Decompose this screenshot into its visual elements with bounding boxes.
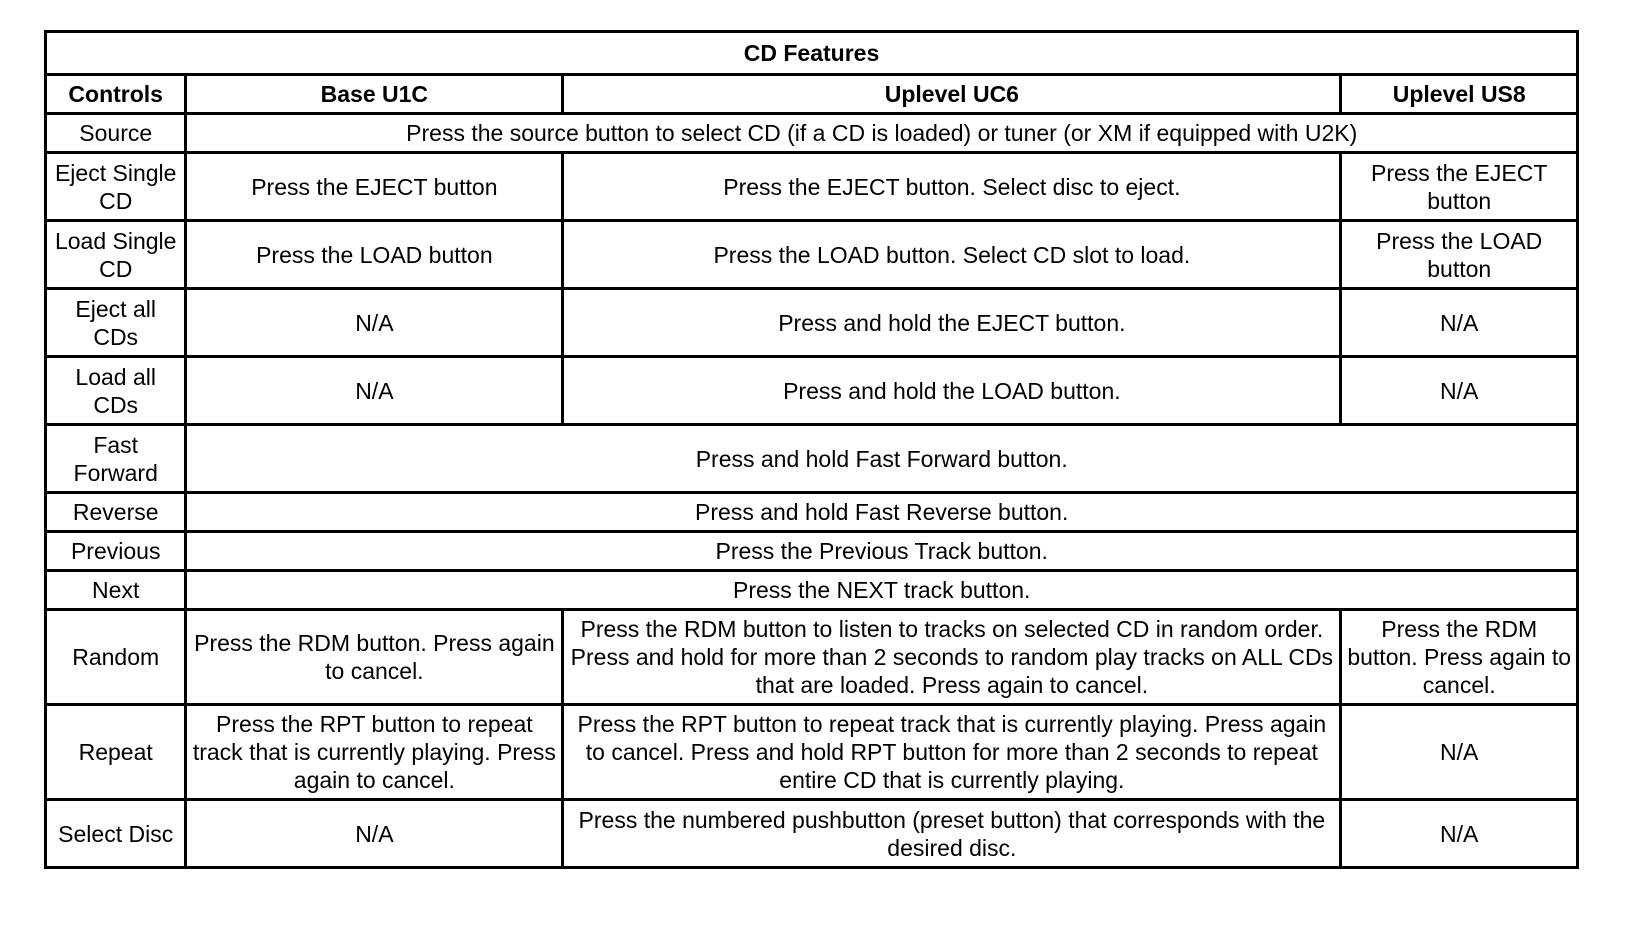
select-disc-uc6: Press the numbered pushbutton (preset button) that corresponds with the desired disc. (563, 800, 1341, 868)
table-row (46, 705, 1578, 800)
table-row (46, 532, 1578, 571)
next-all-models: Press the NEXT track button. (186, 571, 1578, 610)
control-select-disc: Select Disc (46, 800, 186, 868)
eject-all-base: N/A (186, 289, 563, 357)
previous-all-models: Press the Previous Track button. (186, 532, 1578, 571)
table-row (46, 221, 1578, 289)
control-load-single-cd: Load Single CD (46, 221, 186, 289)
table-title: CD Features (46, 32, 1578, 75)
table-row (46, 153, 1578, 221)
control-eject-all-cds: Eject all CDs (46, 289, 186, 357)
load-single-base: Press the LOAD button (186, 221, 563, 289)
cd-features-table (44, 30, 1579, 869)
eject-all-uc6: Press and hold the EJECT button. (563, 289, 1341, 357)
header-base-u1c: Base U1C (186, 75, 563, 114)
control-fast-forward: Fast Forward (46, 425, 186, 493)
table-row (46, 425, 1578, 493)
header-uplevel-us8: Uplevel US8 (1341, 75, 1578, 114)
repeat-base: Press the RPT button to repeat track that is currently playing. Press again to cancel. (186, 705, 563, 800)
control-source: Source (46, 114, 186, 153)
repeat-us8: N/A (1341, 705, 1578, 800)
control-next: Next (46, 571, 186, 610)
eject-single-us8: Press the EJECT button (1341, 153, 1578, 221)
random-base: Press the RDM button. Press again to cancel. (186, 610, 563, 705)
control-random: Random (46, 610, 186, 705)
random-uc6: Press the RDM button to listen to tracks on selected CD in random order. Press and hold for more than 2 seconds to random play tracks on ALL CDs that are loaded. Press again to cancel. (563, 610, 1341, 705)
repeat-uc6: Press the RPT button to repeat track that is currently playing. Press again to cancel. Press and hold RPT button for more than 2 seconds to repeat entire CD that is currently playing. (563, 705, 1341, 800)
random-us8: Press the RDM button. Press again to cancel. (1341, 610, 1578, 705)
table-row (46, 493, 1578, 532)
control-load-all-cds: Load all CDs (46, 357, 186, 425)
fast-forward-all-models: Press and hold Fast Forward button. (186, 425, 1578, 493)
table-row (46, 289, 1578, 357)
load-all-base: N/A (186, 357, 563, 425)
table-row (46, 357, 1578, 425)
table-row (46, 610, 1578, 705)
eject-single-base: Press the EJECT button (186, 153, 563, 221)
source-all-models: Press the source button to select CD (if a CD is loaded) or tuner (or XM if equipped with U2K) (186, 114, 1578, 153)
header-controls: Controls (46, 75, 186, 114)
control-previous: Previous (46, 532, 186, 571)
table-header-row (46, 75, 1578, 114)
header-uplevel-uc6: Uplevel UC6 (563, 75, 1341, 114)
control-eject-single-cd: Eject Single CD (46, 153, 186, 221)
table-row (46, 800, 1578, 868)
table-row (46, 114, 1578, 153)
table-row (46, 571, 1578, 610)
control-repeat: Repeat (46, 705, 186, 800)
table-title-row (46, 32, 1578, 75)
load-single-uc6: Press the LOAD button. Select CD slot to load. (563, 221, 1341, 289)
select-disc-base: N/A (186, 800, 563, 868)
load-all-uc6: Press and hold the LOAD button. (563, 357, 1341, 425)
load-single-us8: Press the LOAD button (1341, 221, 1578, 289)
control-reverse: Reverse (46, 493, 186, 532)
eject-single-uc6: Press the EJECT button. Select disc to eject. (563, 153, 1341, 221)
eject-all-us8: N/A (1341, 289, 1578, 357)
select-disc-us8: N/A (1341, 800, 1578, 868)
load-all-us8: N/A (1341, 357, 1578, 425)
reverse-all-models: Press and hold Fast Reverse button. (186, 493, 1578, 532)
